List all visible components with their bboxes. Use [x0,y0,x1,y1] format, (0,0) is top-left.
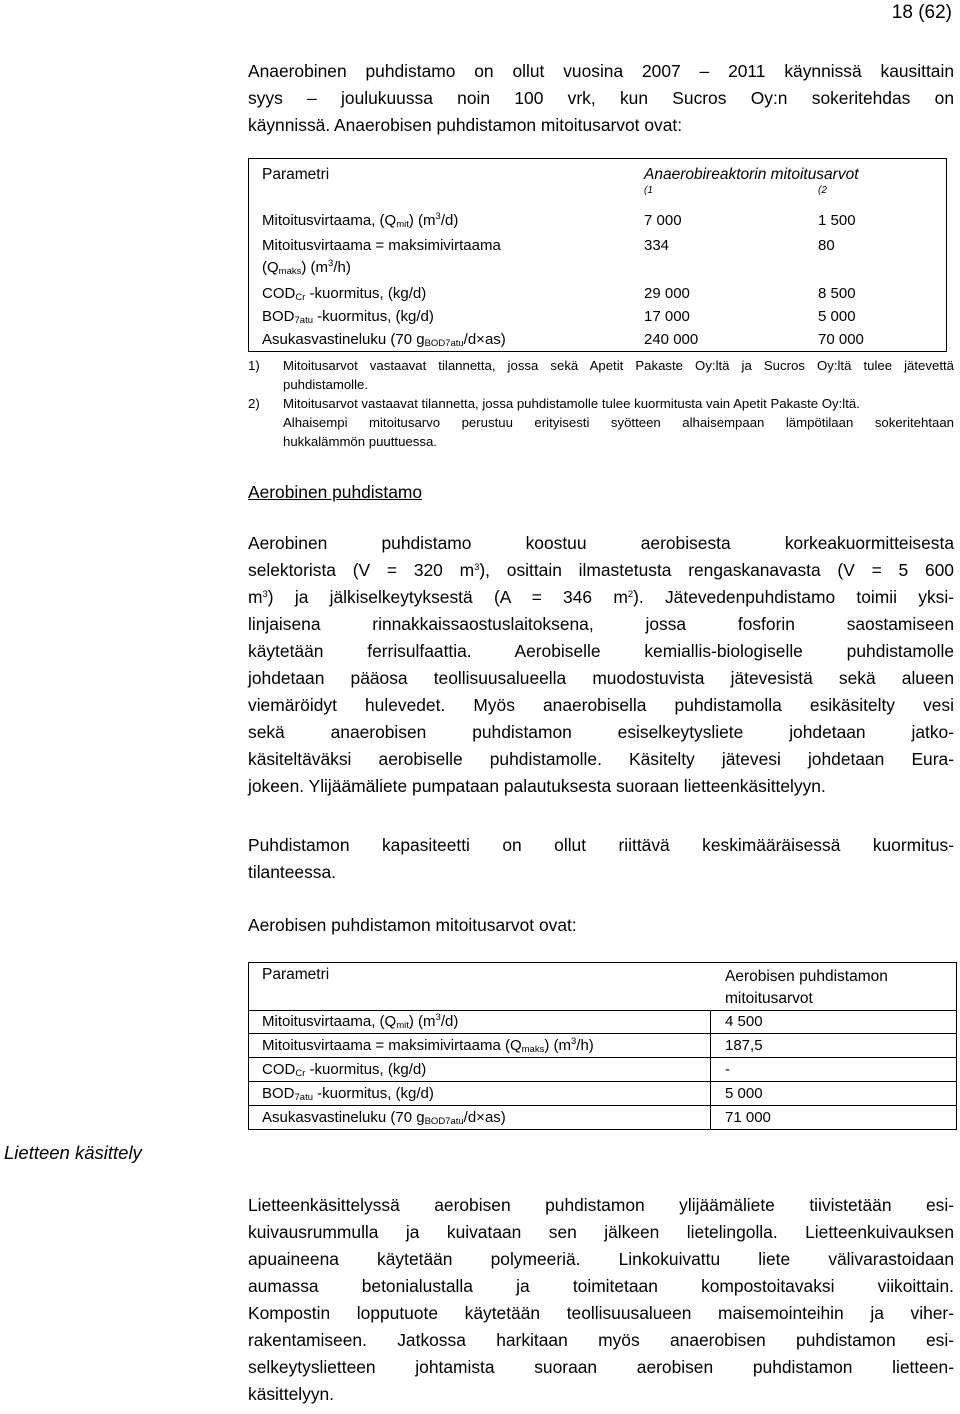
table2-row-flow: Mitoitusvirtaama, $(Q_{mit})$ $(m^3/d)$ [262,1012,459,1031]
table2-header-value: Aerobisen puhdistamon mitoitusarvot [725,968,888,1007]
table2-row-pe: Asukasvastineluku (70 $g_{BOD7atu}/d\times as$) [262,1109,506,1127]
table1-row-flow: Mitoitusvirtaama, $(Q_{mit})$ $(m^3/d)$ [262,211,459,230]
table2-cell: - [725,1061,730,1078]
intro-line: käynnissä. Anaerobisen puhdistamon mitoitusarvot ovat: [248,115,683,135]
table1-cell: 8 500 [818,285,856,302]
table1-cell: 17 000 [644,308,690,325]
table2-cell: 187,5 [725,1037,763,1054]
section-heading-aerobic: Aerobinen puhdistamo [248,482,423,502]
intro-line: Anaerobinen puhdistamo on ollut vuosina 2007 – 2011 käynnissä kausittain [248,61,954,81]
table1-row-maxflow-unit: $(Q_{maks})$ $(m^3/h)$ [262,258,351,277]
intro-paragraph [248,58,954,139]
table1-header-value: Anaerobireaktorin mitoitusarvot [644,166,859,183]
table1-col-note2: (2 [818,185,827,196]
table2-header-param: Parametri [262,966,330,983]
table1-cell: 80 [818,237,835,254]
side-heading-sludge: Lietteen käsittely [4,1142,142,1163]
table1-header-param: Parametri [262,166,330,183]
table2-cell: 4 500 [725,1013,763,1030]
table1-cell: 334 [644,237,670,254]
table2-cell: 71 000 [725,1109,771,1126]
sludge-paragraph: Lietteenkäsittelyssä aerobisen puhdistamon ylijäämäliete tiivistetään esi- kuivausrummulla ja kuivataan sen jälkeen lietelingolla. Lietteenkuivauksen apuaineena käytetään polymeeriä. Linkokuivattu liete välivarastoidaan aumassa betonialustalla ja toimitetaan kompostoitavaksi viikoittain. Kompostin lopputuote käytetään teollisuusalueen maisemointeihin ja viher- rakentamiseen. Jatkossa harkitaan myös anaerobisen puhdistamon esi- selkeytyslietteen johtamista suoraan aerobisen puhdistamon lietteen- käsittelyyn. [248,1195,954,1404]
page-number: 18 (62) [891,2,952,23]
table1-cell: 7 000 [644,212,682,229]
aerobic-paragraph: Aerobinen puhdistamo koostuu aerobisesta korkeakuormitteisesta selektorista (V = 320 $m^3$), osittain ilmastetusta rengaskanavasta (V = 5 600 $m^3$) ja jälkiselkeytyksestä (A = 346 $m^2$). Jätevedenpuhdistamo toimii yksi- linjaisena rinnakkaissaostuslaitoksena, jossa fosforin saostamiseen käytetään ferrisulfaattia. Aerobiselle kemiallis-biologiselle puhdistamolle johdetaan pääosa teollisuusalueella muodostuvista jätevesistä sekä alueen viemäröidyt hulevedet. Myös anaerobisella puhdistamolla esikäsitelty vesi sekä anaerobisen puhdistamon esiselkeytysliete johdetaan jatko- käsiteltäväksi aerobiselle puhdistamolle. Käsitelty jätevesi johdetaan Eura- jokeen. Ylijäämäliete pumpataan palautuksesta suoraan lietteenkäsittelyyn. [248,533,954,796]
table1-cell: 70 000 [818,331,864,348]
table1-cell: 1 500 [818,212,856,229]
aerobic-values-intro: Aerobisen puhdistamon mitoitusarvot ovat: [248,915,577,935]
table1-row-pe: Asukasvastineluku (70 $g_{BOD7atu}/d\times as$) [262,331,506,349]
table2-row-cod: $COD_{Cr}$ -kuormitus, (kg/d) [262,1061,427,1079]
table1-cell: 5 000 [818,308,856,325]
table1-col-note1: (1 [644,185,653,196]
table1-footnotes: 1) Mitoitusarvot vastaavat tilannetta, jossa sekä Apetit Pakaste Oy:ltä ja Sucros Oy:ltä tulee jätevettä puhdistamolle. 2) Mitoitusarvot vastaavat tilannetta, jossa puhdistamolle tulee kuormitusta vain Apetit Pakaste Oy:ltä. Alhaisempi mitoitusarvo perustuu erityisesti syötteen alhaisempaan lämpötilaan sokeritehtaan hukkalämmön puuttuessa. [248,358,954,449]
table2-cell: 5 000 [725,1085,763,1102]
table1-row-maxflow: Mitoitusvirtaama = maksimivirtaama [262,237,501,254]
table2-row-maxflow: Mitoitusvirtaama = maksimivirtaama $(Q_{maks})$ $(m^3/h)$ [262,1036,594,1055]
intro-line: syys – joulukuussa noin 100 vrk, kun Sucros Oy:n sokeritehdas on [248,88,954,108]
table2-row-bod: $BOD_{7atu}$ -kuormitus, (kg/d) [262,1085,434,1103]
table1-row-bod: $BOD_{7atu}$ -kuormitus, (kg/d) [262,308,434,326]
capacity-paragraph: Puhdistamon kapasiteetti on ollut riittävä keskimääräisessä kuormitus- tilanteessa. [248,835,954,882]
table1-cell: 29 000 [644,285,690,302]
table1-row-cod: $COD_{Cr}$ -kuormitus, (kg/d) [262,285,427,303]
table1-cell: 240 000 [644,331,699,348]
